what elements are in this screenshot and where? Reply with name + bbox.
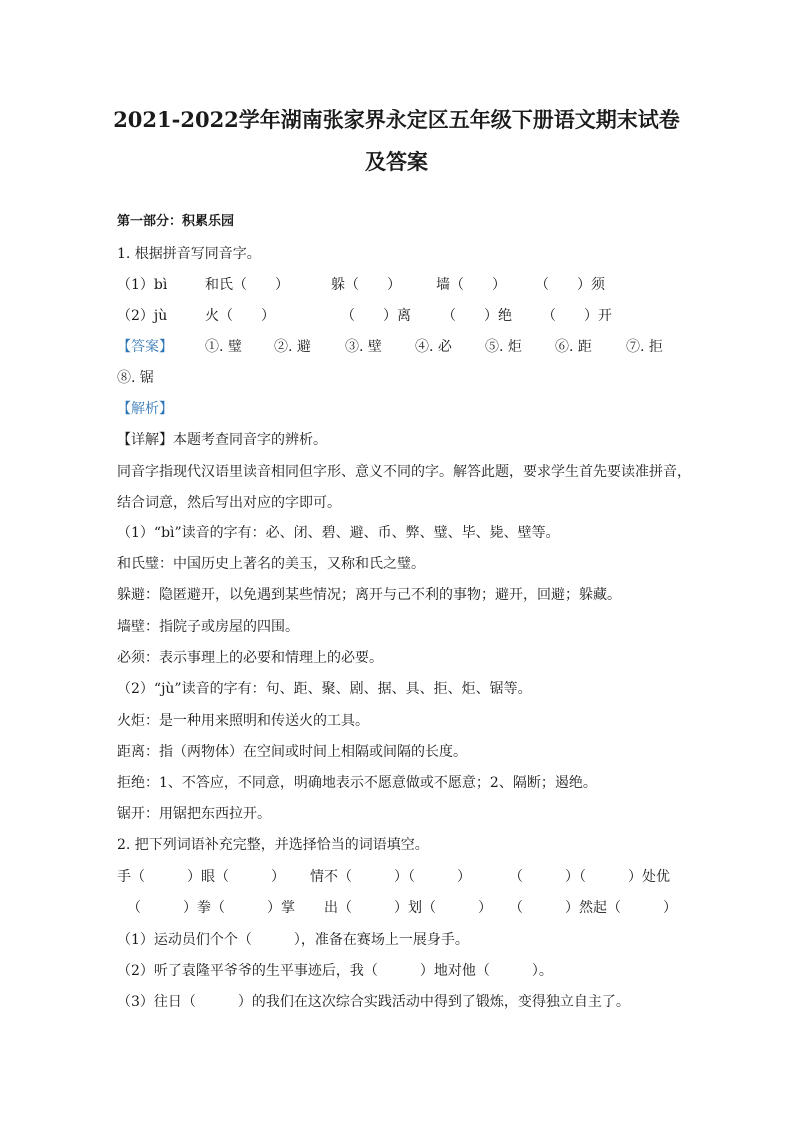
pinyin-label: （2）jù	[117, 308, 168, 324]
fill-item: 墙（ ）	[436, 277, 506, 293]
explanation-line: 火炬：是一种用来照明和传送火的工具。	[117, 713, 369, 729]
question-2-prompt: 2. 把下列词语补充完整，并选择恰当的词语填空。	[117, 837, 429, 853]
idiom-item: 情不（ ）（ ）	[310, 869, 471, 885]
explanation-line: 拒绝：1、不答应，不同意，明确地表示不愿意做或不愿意；2、隔断；遏绝。	[117, 775, 597, 791]
idiom-item: （ ）拳（ ）掌	[127, 900, 295, 916]
answer-item: ①. 璧	[205, 339, 242, 355]
fill-item: （ ）绝	[442, 308, 512, 324]
fill-item: （ ）离	[341, 308, 411, 324]
fill-item: 躲（ ）	[331, 277, 401, 293]
explanation-line: 墙壁：指院子或房屋的四围。	[117, 619, 299, 635]
explanation-line: 同音字指现代汉语里读音相同但字形、意义不同的字。解答此题，要求学生首先要读准拼音，	[117, 464, 691, 480]
answer-label: 【答案】	[117, 339, 173, 355]
explanation-line: 距离：指（两物体）在空间或时间上相隔或间隔的长度。	[117, 744, 467, 760]
fill-sentence: （2）听了袁隆平爷爷的生平事迹后，我（ ）地对他（ ）。	[117, 963, 553, 979]
pinyin-label: （1）bì	[117, 277, 168, 293]
fill-item: 火（ ）	[205, 308, 275, 324]
idiom-item: （ ）（ ）处优	[509, 869, 670, 885]
explanation-line: （1）“bì”读音的字有：必、闭、碧、避、币、弊、璧、毕、毙、壁等。	[117, 525, 560, 541]
fill-item: （ ）须	[535, 277, 605, 293]
document-title-line1: 2021-2022学年湖南张家界永定区五年级下册语文期末试卷	[113, 107, 680, 132]
answer-item: ⑤. 炬	[485, 339, 522, 355]
answer-item-wrap: ⑧. 锯	[117, 370, 154, 386]
idiom-item: 手（ ）眼（ ）	[117, 869, 285, 885]
analysis-label: 【解析】	[117, 401, 173, 417]
explanation-line: 锯开：用锯把东西拉开。	[117, 806, 271, 822]
fill-item: （ ）开	[542, 308, 612, 324]
answer-item: ⑥. 距	[555, 339, 592, 355]
document-title-line2: 及答案	[365, 149, 428, 174]
answer-item: ②. 避	[274, 339, 311, 355]
fill-sentence: （3）往日（ ）的我们在这次综合实践活动中得到了锻炼，变得独立自主了。	[117, 994, 630, 1010]
explanation-line: 必须：表示事理上的必要和情理上的必要。	[117, 650, 383, 666]
explanation-line: （2）“jù”读音的字有：句、距、聚、剧、据、具、拒、炬、锯等。	[117, 681, 532, 697]
explanation-line: 结合词意，然后写出对应的字即可。	[117, 495, 341, 511]
explanation-line: 【详解】本题考查同音字的辨析。	[117, 432, 327, 448]
answer-item: ③. 壁	[345, 339, 382, 355]
answer-item: ⑦. 拒	[626, 339, 663, 355]
answer-item: ④. 必	[415, 339, 452, 355]
idiom-item: 出（ ）划（ ）	[324, 900, 492, 916]
explanation-line: 躲避：隐匿避开，以免遇到某些情况；离开与己不利的事物；避开，回避；躲藏。	[117, 587, 621, 603]
explanation-line: 和氏璧：中国历史上著名的美玉，又称和氏之璧。	[117, 556, 425, 572]
fill-sentence: （1）运动员们个个（ ），准备在赛场上一展身手。	[117, 932, 469, 948]
idiom-item: （ ）然起（ ）	[509, 900, 677, 916]
fill-item: 和氏（ ）	[205, 277, 289, 293]
section-heading: 第一部分：积累乐园	[117, 214, 235, 229]
question-1-prompt: 1. 根据拼音写同音字。	[117, 246, 261, 262]
